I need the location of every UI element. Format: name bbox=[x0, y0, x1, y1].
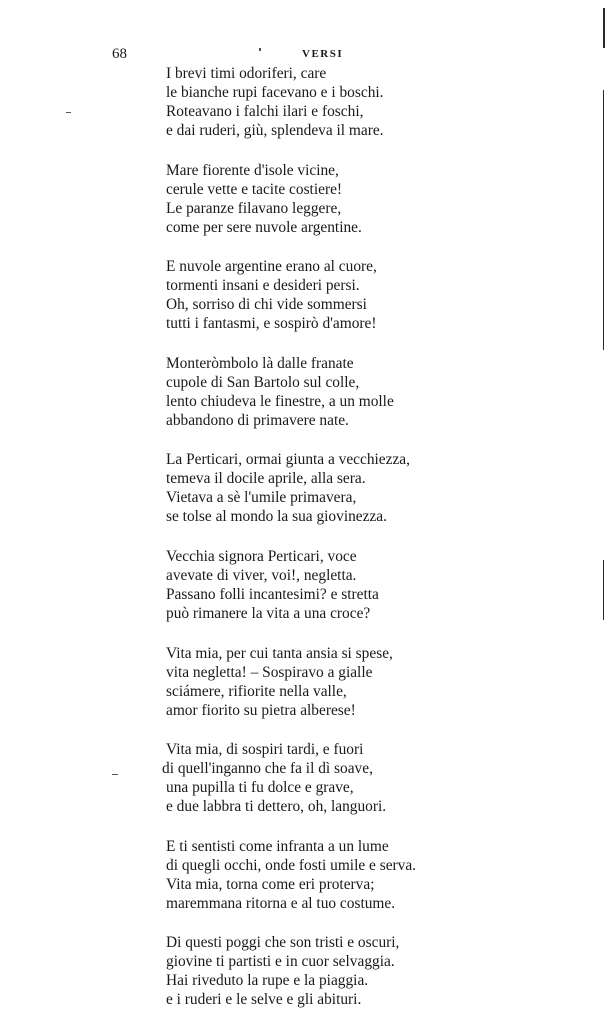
verse-line: Mare fiorente d'isole vicine, bbox=[166, 161, 339, 179]
verse-line: di quell'inganno che fa il dì soave, bbox=[162, 760, 373, 778]
verse-line: abbandono di primavere nate. bbox=[166, 411, 349, 429]
verse-line: le bianche rupi facevano e i boschi. bbox=[166, 84, 384, 101]
poem-body bbox=[162, 64, 466, 1030]
stanza bbox=[166, 547, 466, 623]
verse-line: cerule vette e tacite costiere! bbox=[166, 180, 343, 198]
running-title: VERSI bbox=[302, 48, 344, 60]
verse-line: Hai riveduto la rupe e la piaggia. bbox=[166, 972, 369, 990]
verse-line: giovine ti partisti e in cuor selvaggia. bbox=[166, 953, 395, 971]
verse-line: temeva il docile aprile, alla sera. bbox=[166, 470, 366, 488]
verse-line: avevate di viver, voi!, negletta. bbox=[166, 566, 357, 584]
verse-line: cupole di San Bartolo sul colle, bbox=[166, 373, 360, 391]
verse-line: I brevi timi odoriferi, care bbox=[166, 65, 327, 82]
verse-line: lento chiudeva le finestre, a un molle bbox=[166, 392, 394, 410]
scan-speck bbox=[112, 774, 118, 775]
verse-line: La Perticari, ormai giunta a vecchiezza, bbox=[166, 451, 410, 469]
verse-line: Monteròmbolo là dalle franate bbox=[166, 354, 354, 372]
verse-line: Di questi poggi che son tristi e oscuri, bbox=[166, 934, 400, 952]
verse-line: Passano folli incantesimi? e stretta bbox=[166, 585, 379, 603]
verse-line: Le paranze filavano leggere, bbox=[166, 199, 342, 217]
stanza bbox=[162, 740, 466, 816]
verse-line: se tolse al mondo la sua giovinezza. bbox=[166, 508, 387, 526]
stanza bbox=[166, 64, 466, 140]
verse-line: E ti sentisti come infranta a un lume bbox=[166, 837, 389, 855]
verse-line: Vietava a sè l'umile primavera, bbox=[166, 489, 357, 507]
verse-line: Vita mia, torna come eri proterva; bbox=[166, 875, 375, 893]
verse-line: di quegli occhi, onde fosti umile e serva. bbox=[166, 856, 417, 874]
verse-line: Vecchia signora Perticari, voce bbox=[166, 547, 357, 565]
scan-speck bbox=[259, 48, 261, 51]
verse-line: amor fiorito su pietra alberese! bbox=[166, 701, 356, 719]
verse-line: tutti i fantasmi, e sospirò d'amore! bbox=[166, 315, 377, 333]
page-number: 68 bbox=[112, 46, 127, 62]
stanza bbox=[166, 161, 466, 237]
binding-edge-shadow bbox=[603, 560, 604, 620]
stanza bbox=[166, 257, 466, 333]
verse-line: e i ruderi e le selve e gli abituri. bbox=[166, 991, 362, 1009]
scan-speck bbox=[66, 112, 71, 113]
verse-line: Roteavano i falchi ilari e foschi, bbox=[166, 103, 364, 120]
stanza bbox=[166, 450, 466, 526]
verse-line: E nuvole argentine erano al cuore, bbox=[166, 258, 377, 276]
stanza bbox=[166, 933, 466, 1009]
verse-line: sciámere, rifiorite nella valle, bbox=[166, 682, 347, 700]
verse-line: Vita mia, per cui tanta ansia si spese, bbox=[166, 644, 393, 662]
verse-line: come per sere nuvole argentine. bbox=[166, 218, 362, 236]
binding-edge-shadow bbox=[603, 8, 605, 48]
verse-line: tormenti insani e desideri persi. bbox=[166, 277, 360, 295]
binding-edge-shadow bbox=[603, 90, 604, 350]
verse-line: e due labbra ti dettero, oh, languori. bbox=[166, 798, 387, 816]
verse-line: può rimanere la vita a una croce? bbox=[166, 604, 371, 622]
stanza bbox=[166, 644, 466, 720]
verse-line: vita negletta! – Sospiravo a gialle bbox=[166, 663, 373, 681]
stanza bbox=[166, 354, 466, 430]
verse-line: Oh, sorriso di chi vide sommersi bbox=[166, 296, 367, 314]
verse-line: e dai ruderi, giù, splendeva il mare. bbox=[166, 122, 384, 139]
verse-line: maremmana ritorna e al tuo costume. bbox=[166, 894, 396, 912]
verse-line: Vita mia, di sospiri tardi, e fuori bbox=[166, 741, 364, 759]
verse-line: una pupilla ti fu dolce e grave, bbox=[166, 779, 354, 797]
stanza bbox=[166, 837, 466, 913]
